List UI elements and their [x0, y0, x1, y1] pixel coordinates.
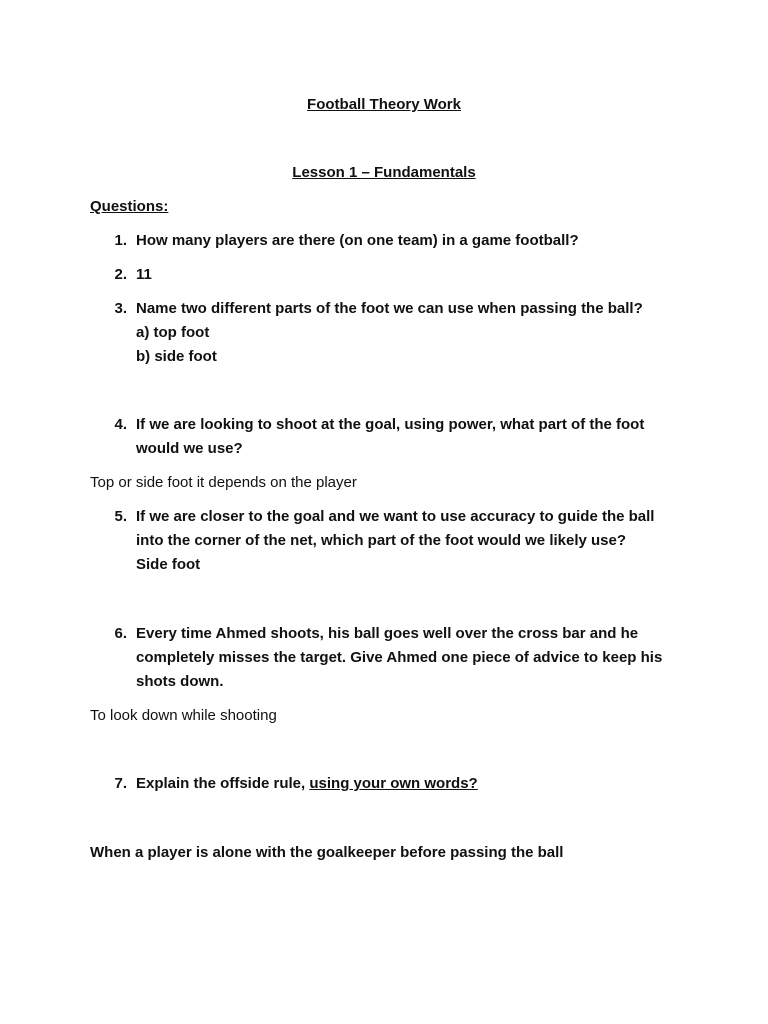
- answer-6: To look down while shooting: [90, 707, 277, 724]
- item-number-6: 6.: [114, 625, 127, 642]
- question-6-line-3: shots down.: [136, 673, 224, 690]
- question-1: How many players are there (on one team) in a game football?: [136, 232, 579, 249]
- answer-4: Top or side foot it depends on the player: [90, 474, 357, 491]
- item-number-5: 5.: [114, 508, 127, 525]
- item-number-1: 1.: [114, 232, 127, 249]
- answer-1: 11: [136, 266, 152, 283]
- item-number-3: 3.: [114, 300, 127, 317]
- answer-7: When a player is alone with the goalkeeper before passing the ball: [90, 844, 564, 861]
- question-5-line-1: If we are closer to the goal and we want to use accuracy to guide the ball: [136, 508, 655, 525]
- question-4-line-1: If we are looking to shoot at the goal, using power, what part of the foot: [136, 416, 645, 433]
- question-5-line-2: into the corner of the net, which part of the foot would we likely use?: [136, 532, 627, 549]
- item-number-4: 4.: [114, 416, 127, 433]
- answer-3a: a) top foot: [136, 324, 210, 341]
- document-title: Football Theory Work: [307, 96, 461, 113]
- question-7: [136, 774, 478, 794]
- question-6-line-1: Every time Ahmed shoots, his ball goes well over the cross bar and he: [136, 625, 639, 642]
- answer-3b: b) side foot: [136, 348, 217, 365]
- answer-5: Side foot: [136, 556, 201, 573]
- questions-heading: Questions:: [90, 198, 169, 215]
- question-4-line-2: would we use?: [136, 440, 243, 457]
- item-number-2: 2.: [114, 266, 127, 283]
- item-number-7: 7.: [114, 775, 127, 792]
- question-7-text: Explain the offside rule,: [136, 775, 310, 792]
- lesson-title: Lesson 1 – Fundamentals: [292, 164, 476, 181]
- question-7-underlined: using your own words?: [309, 775, 478, 792]
- question-6-line-2: completely misses the target. Give Ahmed one piece of advice to keep his: [136, 649, 663, 666]
- question-3: Name two different parts of the foot we can use when passing the ball?: [136, 300, 643, 317]
